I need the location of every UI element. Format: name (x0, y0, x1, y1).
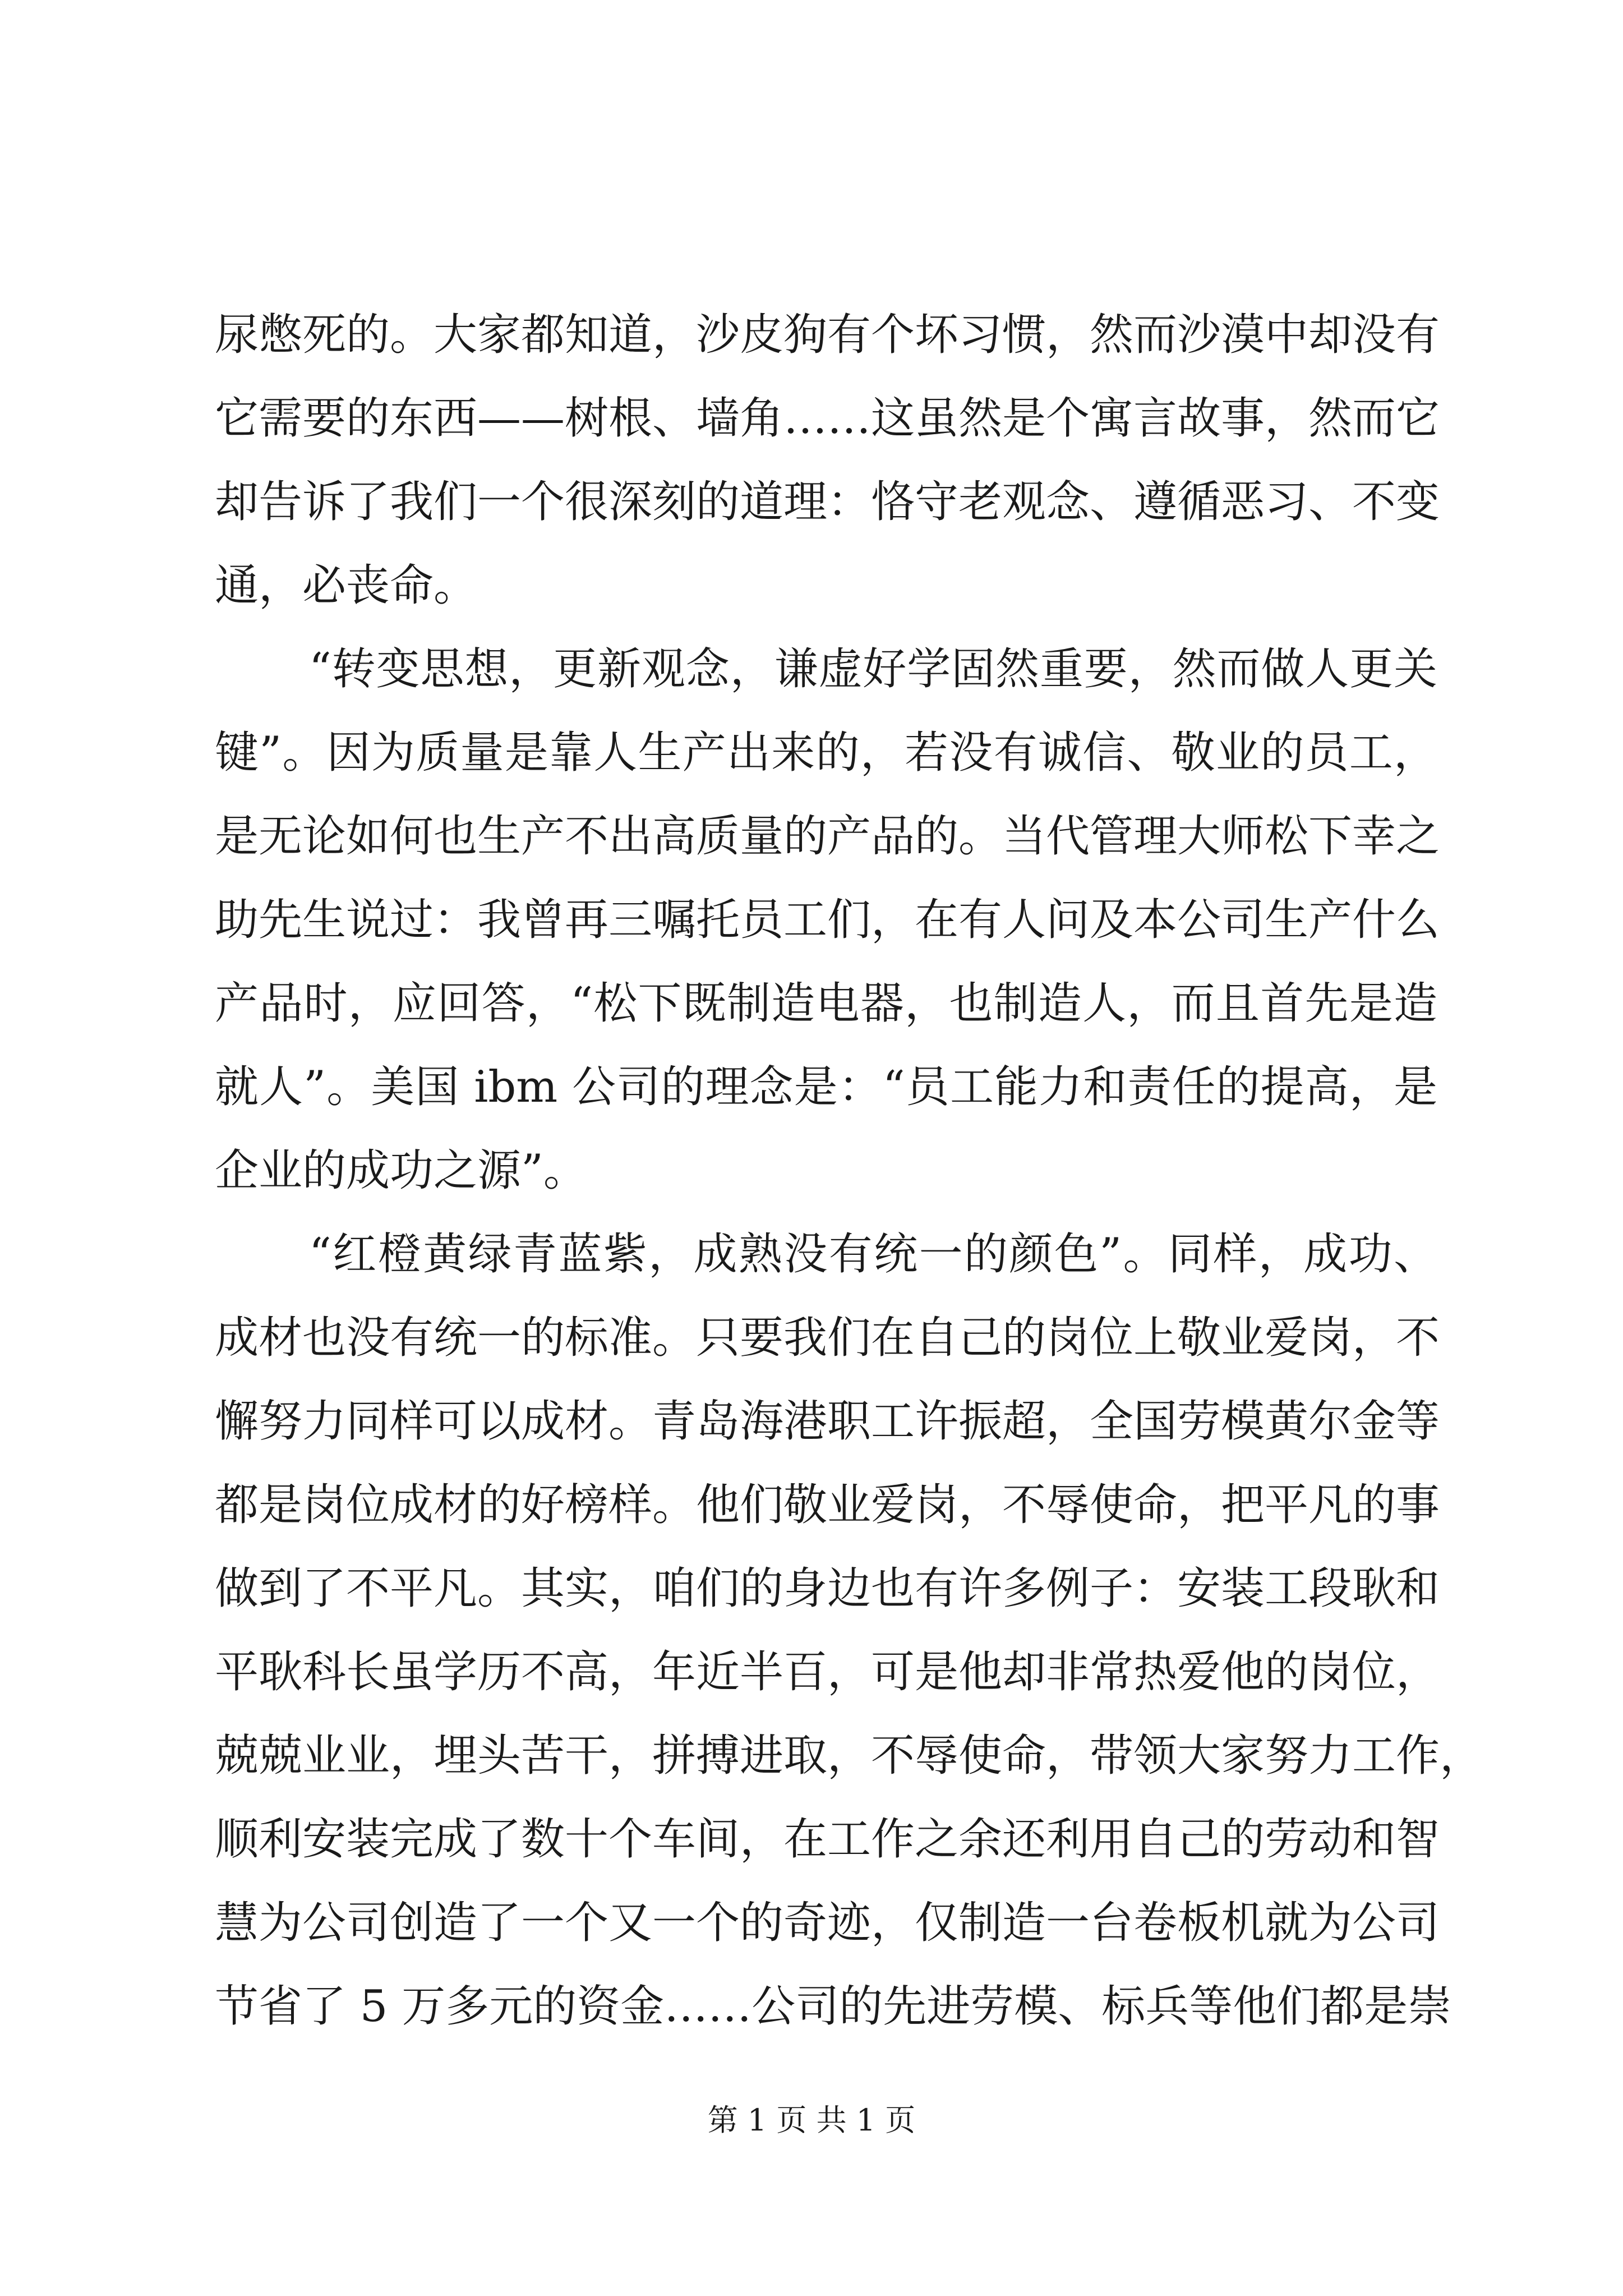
text-line: “红橙黄绿青蓝紫，成熟没有统一的颜色”。同样，成功、 (309, 1229, 1437, 1280)
text-line: 顺利安装完成了数十个车间，在工作之余还利用自己的劳动和智 (215, 1814, 1440, 1865)
text-line: 是无论如何也生产不出高质量的产品的。当代管理大师松下幸之 (215, 811, 1440, 862)
text-line: 懈努力同样可以成材。青岛海港职工许振超，全国劳模黄尔金等 (215, 1396, 1440, 1447)
text-line: 尿憋死的。大家都知道，沙皮狗有个坏习惯，然而沙漠中却没有 (215, 310, 1440, 360)
text-line: 都是岗位成材的好榜样。他们敬业爱岗，不辱使命，把平凡的事 (215, 1480, 1440, 1530)
text-line: 就人”。美国 ibm 公司的理念是：“员工能力和责任的提高，是 (215, 1062, 1437, 1112)
text-line: 通，必丧命。 (215, 560, 478, 611)
text-line: “转变思想，更新观念，谦虚好学固然重要，然而做人更关 (309, 644, 1437, 694)
text-line: 平耿科长虽学历不高，年近半百，可是他却非常热爱他的岗位， (215, 1647, 1440, 1697)
text-line: 做到了不平凡。其实，咱们的身边也有许多例子：安装工段耿和 (215, 1563, 1440, 1614)
page-footer: 第 1 页 共 1 页 (707, 2102, 916, 2138)
text-line: 兢兢业业，埋头苦干，拼搏进取，不辱使命，带领大家努力工作， (215, 1731, 1484, 1781)
text-line: 却告诉了我们一个很深刻的道理：恪守老观念、遵循恶习、不变 (215, 477, 1440, 527)
text-line: 产品时，应回答，“松下既制造电器，也制造人，而且首先是造 (215, 978, 1437, 1029)
text-line: 企业的成功之源”。 (215, 1145, 587, 1196)
text-line: 助先生说过：我曾再三嘱托员工们，在有人问及本公司生产什么 (215, 895, 1440, 945)
text-line: 键”。因为质量是靠人生产出来的，若没有诚信、敬业的员工， (215, 728, 1437, 778)
text-line: 成材也没有统一的标准。只要我们在自己的岗位上敬业爱岗，不 (215, 1313, 1440, 1363)
text-line: 慧为公司创造了一个又一个的奇迹，仅制造一台卷板机就为公司 (215, 1898, 1440, 1948)
text-line: 节省了 5 万多元的资金……公司的先进劳模、标兵等他们都是崇 (215, 1981, 1452, 2032)
body-text (215, 293, 1484, 2049)
text-line: 它需要的东西——树根、墙角……这虽然是个寓言故事，然而它 (215, 393, 1440, 444)
